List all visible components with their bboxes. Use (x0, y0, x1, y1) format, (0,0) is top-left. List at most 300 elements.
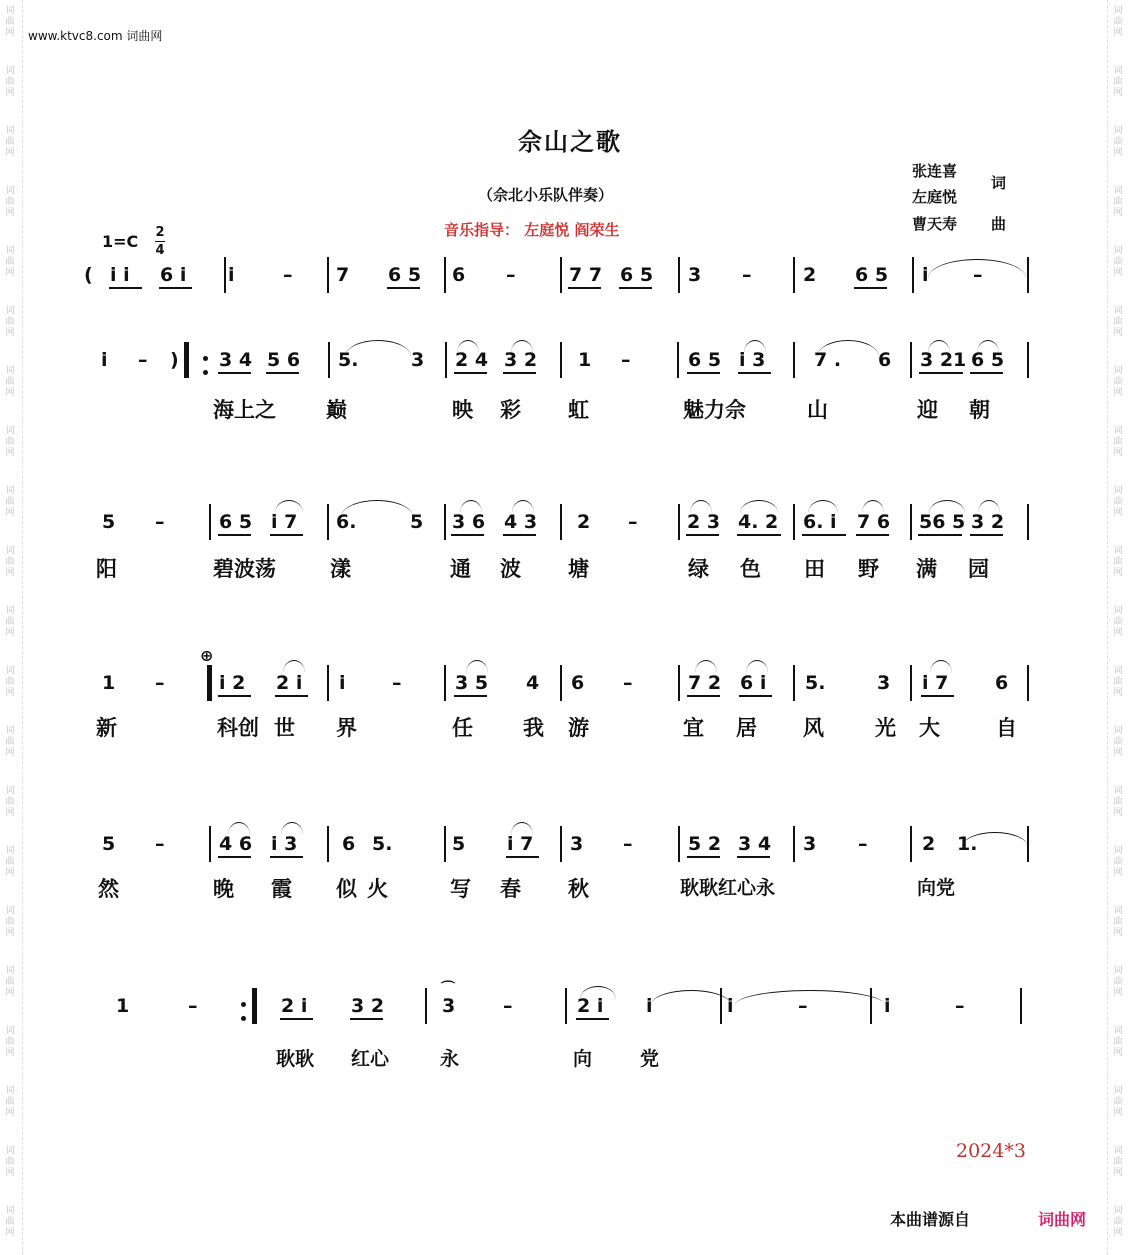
lyric-r4-12: 大 (919, 716, 940, 740)
beam-r3-4 (270, 534, 303, 536)
watermark-text: 词曲网 (5, 726, 15, 758)
lyric-r2-4: 彩 (500, 398, 521, 422)
barline-r5-1 (209, 826, 211, 862)
watermark-text: 词曲网 (1113, 66, 1123, 98)
slur-28 (580, 986, 616, 999)
note-r5-16: 1. (957, 833, 978, 855)
slur-29 (651, 990, 731, 1005)
slur-10 (341, 500, 413, 517)
note-r5-10: – (623, 833, 633, 855)
lyric-r2-3: 映 (452, 398, 473, 422)
barline-r2-5 (677, 342, 679, 378)
barline-r3-7 (910, 504, 912, 540)
watermark-text: 词曲网 (1113, 186, 1123, 218)
barline-r5-5 (678, 826, 680, 862)
note-r2-17: 6 5 (971, 349, 1005, 371)
barline-r5-3 (444, 826, 446, 862)
barline-r4-1 (207, 665, 212, 701)
watermark-text: 词曲网 (1113, 666, 1123, 698)
watermark-text: 词曲网 (1113, 246, 1123, 278)
beam-r1-11 (619, 287, 652, 289)
beam-r2-8 (454, 372, 487, 374)
beam-r4-12 (739, 695, 772, 697)
time-numerator: 2 (155, 225, 165, 240)
lyric-r5-1: 然 (98, 877, 119, 901)
note-r4-7: 3 5 (455, 672, 489, 694)
slur-24 (228, 822, 250, 835)
note-r4-6: – (392, 672, 402, 694)
watermark-text: 词曲网 (1113, 786, 1123, 818)
watermark-text: 词曲网 (5, 426, 15, 458)
watermark-text: 词曲网 (1113, 6, 1123, 38)
repeat-dot-4 (241, 1016, 246, 1021)
watermark-text: 词曲网 (1113, 1146, 1123, 1178)
right-watermark-strip (1107, 0, 1130, 1255)
note-r3-2: – (155, 511, 165, 533)
slur-9 (275, 500, 303, 513)
beam-r1-15 (854, 287, 887, 289)
beam-r3-7 (451, 534, 484, 536)
beam-r2-5 (266, 372, 299, 374)
note-r4-10: – (623, 672, 633, 694)
barline-r2-2 (328, 342, 330, 378)
watermark-text: 词曲网 (5, 306, 15, 338)
lyric-r3-11: 满 (916, 557, 937, 581)
beam-r6-3 (280, 1018, 313, 1020)
watermark-text: 词曲网 (5, 366, 15, 398)
slur-16 (862, 500, 884, 513)
beam-r6-4 (350, 1018, 383, 1020)
slur-14 (740, 500, 778, 513)
note-r1-17: – (973, 264, 983, 286)
beam-r1-7 (387, 287, 420, 289)
barline-r6-1 (252, 988, 257, 1024)
lyric-r4-9: 居 (736, 716, 757, 740)
repeat-dot-2 (203, 370, 208, 375)
slur-5 (744, 340, 766, 353)
beam-r3-8 (503, 534, 536, 536)
lyric-r3-5: 波 (500, 557, 521, 581)
lyric-suffix: 词 (991, 174, 1007, 192)
beam-r5-4 (270, 856, 303, 858)
lyric-r6-5: 党 (640, 1048, 660, 1070)
note-r2-3: ) (170, 349, 179, 371)
note-r6-10: – (798, 995, 808, 1017)
source-link[interactable]: 词曲网 (1038, 1210, 1087, 1229)
watermark-text: 词曲网 (5, 246, 15, 278)
note-r1-6: 7 (336, 264, 350, 286)
slur-15 (808, 500, 838, 513)
beam-r5-12 (737, 856, 770, 858)
composer-suffix: 曲 (991, 215, 1007, 233)
note-r2-12: 6 5 (688, 349, 722, 371)
note-r5-4: i 3 (271, 833, 298, 855)
lyric-r5-9: 耿耿红心永 (680, 877, 776, 899)
watermark-text: 词曲网 (5, 966, 15, 998)
watermark-text: 词曲网 (5, 1206, 15, 1238)
lyric-r4-1: 新 (96, 716, 117, 740)
beam-r3-15 (918, 534, 962, 536)
note-r1-2: i i (110, 264, 130, 286)
barline-r3-2 (327, 504, 329, 540)
site-url[interactable]: www.ktvc8.com 词曲网 (28, 29, 163, 43)
note-r2-5: 5 6 (267, 349, 301, 371)
lyric-r4-3: 世 (274, 716, 295, 740)
note-r3-11: 2 3 (687, 511, 721, 533)
barline-r1-4 (560, 257, 562, 293)
slur-18 (978, 500, 1000, 513)
watermark-text: 词曲网 (5, 546, 15, 578)
watermark-text: 词曲网 (1113, 486, 1123, 518)
note-r3-13: 6. i (803, 511, 837, 533)
note-r6-9: i (727, 995, 734, 1017)
lyric-r4-13: 自 (996, 716, 1017, 740)
note-r6-5: 3 (442, 995, 456, 1017)
lyric-r3-8: 色 (740, 557, 761, 581)
note-r3-9: 2 (577, 511, 591, 533)
note-r2-8: 2 4 (455, 349, 489, 371)
slur-25 (281, 822, 303, 835)
note-r5-3: 4 6 (219, 833, 253, 855)
note-r6-3: 2 i (281, 995, 308, 1017)
note-r5-9: 3 (570, 833, 584, 855)
note-r2-7: 3 (411, 349, 425, 371)
date-mark: 2024*3 (956, 1140, 1026, 1162)
barline-r3-3 (444, 504, 446, 540)
note-r3-12: 4. 2 (738, 511, 779, 533)
lyric-r2-9: 朝 (969, 398, 990, 422)
barline-r1-5 (678, 257, 680, 293)
barline-r6-6 (1020, 988, 1022, 1024)
watermark-text: 词曲网 (5, 486, 15, 518)
beam-r3-3 (218, 534, 251, 536)
lyric-r3-3: 漾 (330, 557, 351, 581)
note-r2-13: i 3 (739, 349, 766, 371)
lyric-r4-8: 宜 (683, 716, 704, 740)
lyric-r3-10: 野 (858, 557, 879, 581)
slur-3 (457, 340, 479, 353)
barline-r4-7 (910, 665, 912, 701)
beam-r3-11 (686, 534, 719, 536)
note-r4-11: 7 2 (688, 672, 722, 694)
barline-r2-4 (560, 342, 562, 378)
barline-r2-6 (793, 342, 795, 378)
music-director: 音乐指导： 左庭悦 阎荣生 (444, 221, 620, 239)
beam-r3-12 (737, 534, 781, 536)
note-r6-12: – (955, 995, 965, 1017)
lyric-r5-6: 写 (450, 877, 471, 901)
note-r3-3: 6 5 (219, 511, 253, 533)
watermark-text: 词曲网 (5, 126, 15, 158)
beam-r1-10 (568, 287, 601, 289)
barline-r4-3 (444, 665, 446, 701)
watermark-text: 词曲网 (1113, 546, 1123, 578)
lyric-r5-4: 似 (336, 877, 357, 901)
note-r2-14: 7 . (814, 349, 842, 371)
slur-6 (817, 340, 879, 357)
time-signature (155, 224, 165, 259)
beam-r4-4 (275, 695, 308, 697)
note-r3-7: 3 6 (452, 511, 486, 533)
note-r1-15: 6 5 (855, 264, 889, 286)
note-r4-1: 1 (102, 672, 116, 694)
note-r3-1: 5 (102, 511, 116, 533)
note-r4-2: – (155, 672, 165, 694)
note-r3-6: 5 (410, 511, 424, 533)
coda-icon: ⊕ (200, 646, 214, 665)
note-r2-4: 3 4 (219, 349, 253, 371)
barline-r5-2 (327, 826, 329, 862)
barline-r3-1 (209, 504, 211, 540)
watermark-text: 词曲网 (1113, 366, 1123, 398)
barline-r4-2 (327, 665, 329, 701)
slur-20 (466, 660, 488, 673)
note-r3-4: i 7 (271, 511, 298, 533)
note-r2-15: 6 (878, 349, 892, 371)
watermark-text: 词曲网 (1113, 906, 1123, 938)
lyric-r6-3: 永 (440, 1048, 460, 1070)
watermark-text: 词曲网 (1113, 846, 1123, 878)
lyric-r3-4: 通 (450, 557, 471, 581)
note-r4-4: 2 i (276, 672, 303, 694)
slur-1 (928, 259, 1026, 278)
note-r4-15: i 7 (922, 672, 949, 694)
watermark-text: 词曲网 (5, 186, 15, 218)
note-r3-5: 6. (336, 511, 357, 533)
note-r1-10: 7 7 (569, 264, 603, 286)
beam-r3-13 (802, 534, 846, 536)
barline-r2-3 (445, 342, 447, 378)
note-r6-2: – (188, 995, 198, 1017)
note-r2-10: 1 (578, 349, 592, 371)
lyric-r3-6: 塘 (568, 557, 589, 581)
note-r3-15: 56 5 (919, 511, 966, 533)
lyric-r3-1: 阳 (96, 557, 117, 581)
barline-r2-7 (910, 342, 912, 378)
watermark-text: 词曲网 (5, 786, 15, 818)
note-r5-13: 3 (803, 833, 817, 855)
lyric-r4-6: 我 (523, 716, 544, 740)
note-r4-12: 6 i (740, 672, 767, 694)
lyric-r4-7: 游 (568, 716, 589, 740)
note-r1-5: – (283, 264, 293, 286)
repeat-dot-3 (241, 1002, 246, 1007)
beam-r2-9 (503, 372, 536, 374)
watermark-text: 词曲网 (5, 606, 15, 638)
note-r1-3: 6 i (160, 264, 187, 286)
note-r4-8: 4 (526, 672, 540, 694)
note-r1-12: 3 (688, 264, 702, 286)
note-r5-5: 6 (342, 833, 356, 855)
note-r4-9: 6 (571, 672, 585, 694)
subtitle: （佘北小乐队伴奏） (478, 186, 614, 204)
beam-r2-16 (919, 372, 963, 374)
barline-r6-3 (565, 988, 567, 1024)
slur-4 (511, 340, 533, 353)
note-r5-7: 5 (452, 833, 466, 855)
time-denominator: 4 (155, 243, 165, 258)
barline-r6-5 (870, 988, 872, 1024)
note-r6-1: 1 (116, 995, 130, 1017)
note-r5-14: – (858, 833, 868, 855)
note-r4-5: i (339, 672, 346, 694)
lyric-r2-6: 魅力佘 (683, 398, 746, 422)
note-r5-12: 3 4 (738, 833, 772, 855)
slur-11 (460, 500, 482, 513)
lyric-r3-9: 田 (804, 557, 825, 581)
note-r5-8: i 7 (507, 833, 534, 855)
note-r4-3: i 2 (219, 672, 246, 694)
barline-r1-6 (793, 257, 795, 293)
barline-r2-1 (184, 342, 189, 378)
song-title: 佘山之歌 (518, 128, 622, 156)
barline-r1-1 (224, 257, 226, 293)
note-r6-8: i (646, 995, 653, 1017)
lyric-r6-1: 耿耿 (276, 1048, 315, 1070)
watermark-text: 词曲网 (1113, 966, 1123, 998)
lyricist-2: 左庭悦 (912, 188, 958, 206)
lyric-r2-2: 巅 (326, 398, 347, 422)
note-r2-6: 5. (338, 349, 359, 371)
slur-30 (735, 990, 885, 1005)
lyric-r5-3: 霞 (271, 877, 292, 901)
barline-r1-3 (444, 257, 446, 293)
note-r5-2: – (155, 833, 165, 855)
repeat-dot-1 (203, 356, 208, 361)
watermark-text: 词曲网 (1113, 1026, 1123, 1058)
note-r3-10: – (628, 511, 638, 533)
lyric-r6-4: 向 (573, 1048, 593, 1070)
beam-r3-16 (970, 534, 1003, 536)
lyric-r4-11: 光 (875, 716, 896, 740)
lyric-r4-10: 风 (803, 716, 824, 740)
note-r1-9: – (506, 264, 516, 286)
barline-r2-8 (1027, 342, 1029, 378)
note-r1-8: 6 (452, 264, 466, 286)
watermark-text: 词曲网 (5, 1146, 15, 1178)
barline-r5-4 (560, 826, 562, 862)
slur-17 (929, 500, 965, 513)
watermark-text: 词曲网 (5, 1026, 15, 1058)
composer: 曹天寿 (912, 215, 958, 233)
left-watermark-strip (0, 0, 23, 1255)
watermark-text: 词曲网 (1113, 426, 1123, 458)
note-r1-4: i (228, 264, 235, 286)
note-r1-11: 6 5 (620, 264, 654, 286)
note-r4-13: 5. (805, 672, 826, 694)
note-r6-4: 3 2 (351, 995, 385, 1017)
beam-r1-3 (159, 287, 192, 289)
beam-r5-8 (506, 856, 539, 858)
slur-22 (746, 660, 768, 673)
beam-r4-11 (687, 695, 720, 697)
note-r5-6: 5. (372, 833, 393, 855)
watermark-text: 词曲网 (5, 6, 15, 38)
lyric-r5-5: 火 (367, 877, 388, 901)
lyric-r2-8: 迎 (917, 398, 938, 422)
watermark-text: 词曲网 (1113, 606, 1123, 638)
barline-r5-7 (910, 826, 912, 862)
slur-13 (690, 500, 712, 513)
beam-r2-17 (970, 372, 1003, 374)
note-r2-2: – (138, 349, 148, 371)
lyric-r4-5: 任 (452, 716, 473, 740)
lyric-r6-2: 红心 (351, 1048, 390, 1070)
barline-r4-6 (793, 665, 795, 701)
note-r1-14: 2 (803, 264, 817, 286)
lyric-r2-1: 海上之 (213, 398, 276, 422)
barline-r3-4 (560, 504, 562, 540)
lyric-r3-12: 园 (968, 557, 989, 581)
lyric-r5-10: 向党 (917, 877, 956, 899)
watermark-text: 词曲网 (1113, 1086, 1123, 1118)
watermark-text: 词曲网 (1113, 1206, 1123, 1238)
lyric-r5-7: 春 (500, 877, 521, 901)
watermark-text: 词曲网 (1113, 306, 1123, 338)
lyric-r3-7: 绿 (688, 557, 709, 581)
note-r6-6: – (503, 995, 513, 1017)
lyric-r5-8: 秋 (568, 877, 589, 901)
note-r3-14: 7 6 (857, 511, 891, 533)
barline-r6-2 (425, 988, 427, 1024)
note-r5-11: 5 2 (688, 833, 722, 855)
barline-r5-6 (793, 826, 795, 862)
note-r6-7: 2 i (577, 995, 604, 1017)
slur-8 (977, 340, 999, 353)
lyric-r3-2: 碧波荡 (213, 557, 276, 581)
note-r3-16: 3 2 (971, 511, 1005, 533)
beam-r1-2 (109, 287, 142, 289)
watermark-text: 词曲网 (1113, 726, 1123, 758)
slur-26 (511, 822, 533, 835)
barline-r1-7 (912, 257, 914, 293)
note-r2-16: 3 21 (920, 349, 967, 371)
beam-r2-13 (738, 372, 771, 374)
beam-r2-12 (687, 372, 720, 374)
note-r3-8: 4 3 (504, 511, 538, 533)
slur-21 (695, 660, 717, 673)
source-label: 本曲谱源自 (890, 1210, 971, 1229)
watermark-text: 词曲网 (5, 846, 15, 878)
barline-r4-5 (678, 665, 680, 701)
beam-r4-3 (218, 695, 251, 697)
slur-7 (928, 340, 950, 353)
key-signature: 1=C (102, 232, 139, 251)
barline-r6-4 (720, 988, 722, 1024)
lyric-r2-5: 虹 (568, 398, 589, 422)
slur-19 (283, 660, 305, 673)
beam-r5-11 (687, 856, 720, 858)
note-r5-15: 2 (922, 833, 936, 855)
note-r6-11: i (884, 995, 891, 1017)
beam-r6-7 (576, 1018, 609, 1020)
lyric-r4-2: 科创 (217, 716, 259, 740)
lyric-r2-7: 山 (807, 398, 828, 422)
beam-r5-3 (218, 856, 251, 858)
note-r2-1: i (101, 349, 108, 371)
lyric-r4-4: 界 (336, 716, 357, 740)
slur-2 (345, 340, 411, 357)
note-r4-16: 6 (995, 672, 1009, 694)
beam-r4-7 (454, 695, 487, 697)
watermark-text: 词曲网 (5, 906, 15, 938)
slur-23 (930, 660, 952, 673)
note-r1-13: – (742, 264, 752, 286)
barline-r3-8 (1027, 504, 1029, 540)
note-r4-14: 3 (877, 672, 891, 694)
barline-r1-2 (327, 257, 329, 293)
barline-r4-4 (560, 665, 562, 701)
